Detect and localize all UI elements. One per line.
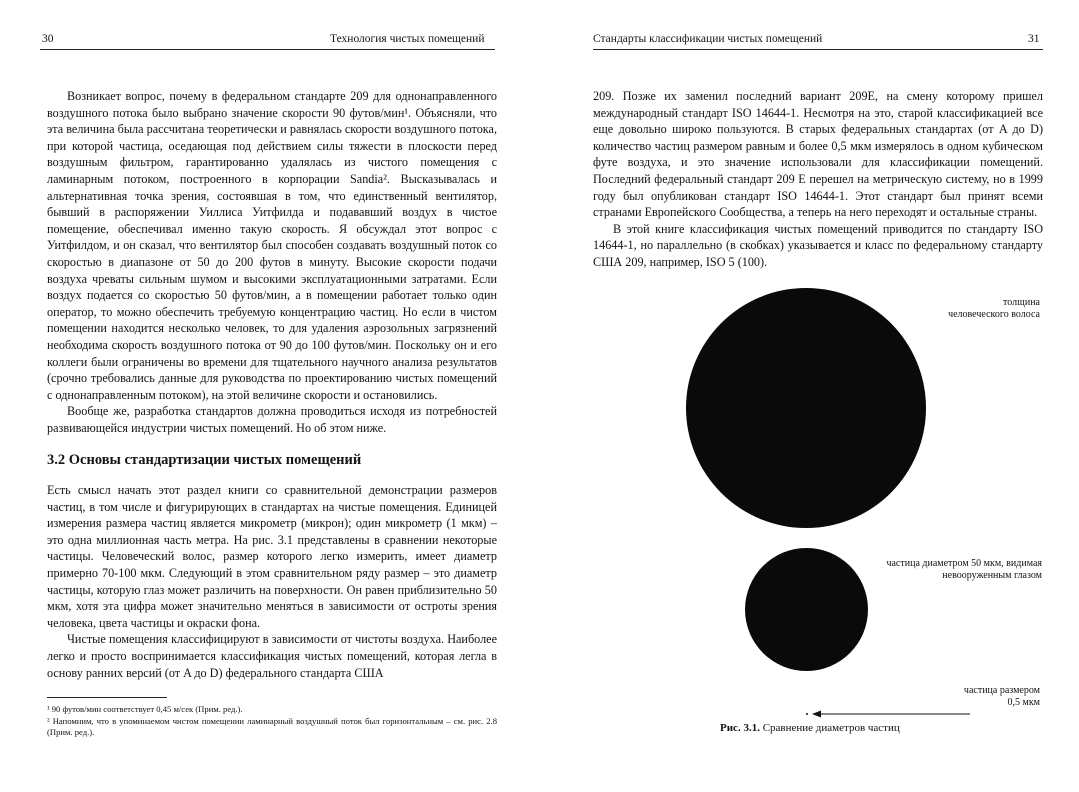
paragraph: Возникает вопрос, почему в федеральном стандарте 209 для однонаправленного воздушного потока было выбрано значение скорости 90 футов/мин¹. Объясняли, что эта величина была рассчитана теоретически и равнялась скорости воздушного потока, при которой частица, оседающая под действием силы тяжести в плоскости перед воздушным фильтром, гарантированно удалялась из чистого помещения с ламинарным потоком, построенного в корпорации Sandia². Высказывалась и альтернативная точка зрения, состоявшая в том, что единственный вентилятор, бывший в распоряжении Уиллиса Уитфилда и подававший воздух в чистое помещение, обеспечивал именно такую скорость. Я обсуждал этот вопрос с Уитфилдом, и он сказал, что вентилятор был способен создавать воздушный поток со скоростью в диапазоне от 50 до 200 футов в минуту. Высокие скорости подачи воздуха чреваты сильным шумом и высокими эксплуатационными затратами. Если воздух подается со скоростью 50 футов/мин, а в помещении работает только один оператор, то можно обеспечить требуемую концентрацию частиц. Но если в чистом помещении находится несколько человек, то для удаления аэрозольных загрязнений необходима скорость воздушного потока от 90 до 100 футов/мин. Поскольку он и его коллеги были ограничены во времени для тщательного научного анализа результатов (срочно требовались данные для руководства по проектированию чистых помещений с однонаправленным потоком), на этой величине скорости и остановились. xyxy=(47,89,497,402)
footnote-2: ² Напомним, что в упоминаемом чистом помещении ламинарный воздушный поток был горизонтальным – см. рис. 2.8 (Прим. ред.). xyxy=(47,715,497,737)
particle-05um-dot xyxy=(806,713,808,715)
right-page xyxy=(540,0,1079,792)
footnote-1: ¹ 90 футов/мин соответствует 0,45 м/сек (Прим. ред.). xyxy=(47,704,243,714)
label-50um-particle: частица диаметром 50 мкм, видимая невооруженным глазом xyxy=(886,558,1042,581)
figure-caption-text: Сравнение диаметров частиц xyxy=(762,722,900,734)
paragraph: Есть смысл начать этот раздел книги со сравнительной демонстрации размеров частиц, в том числе и фигурирующих в стандартах на чистые помещения. Единицей измерения размера частиц является микрометр (микрон); один микрометр (1 мкм) – это одна миллионная часть метра. На рис. 3.1 представлены в сравнении некоторые частицы. Человеческий волос, размер которого легко измерить, имеет диаметр примерно 70-100 мкм. Следующий в этом сравнительном ряду размер – это диаметр частицы, которую глаз может различить на поверхности. Он равен приблизительно 50 мкм, хотя эта цифра может значительно меняться в зависимости от остроты зрения человека, цвета частицы и окраски фона. xyxy=(47,483,497,630)
footnotes xyxy=(47,704,497,739)
label-human-hair: толщина человеческого волоса xyxy=(948,297,1040,320)
figure-caption xyxy=(720,722,900,734)
figure-caption-number: Рис. 3.1. xyxy=(720,722,760,734)
particle-50um-circle xyxy=(745,548,868,671)
arrow-icon xyxy=(812,709,972,719)
paragraph: 209. Позже их заменил последний вариант 209E, на смену которому пришел международный стандарт ISO 14644-1. Несмотря на это, старой классификацией все еще довольно широко пользуются. В старых федеральных стандартах (от A до D) количество частиц размером равным и более 0,5 мкм измерялось в одном кубическом футе воздуха, и это значение использовали для классификации помещений. Последний федеральный стандарт 209 E перешел на метрическую систему, но в 1999 году был опубликован стандарт ISO 14644-1. Этот стандарт был принят всеми странами Европейского Сообщества, а теперь на него переходят и остальные страны. xyxy=(593,89,1043,220)
right-body-text xyxy=(593,88,1043,271)
left-body-text xyxy=(47,88,497,436)
paragraph: Вообще же, разработка стандартов должна проводиться исходя из потребностей развивающейся индустрии чистых помещений. Но об этом ниже. xyxy=(47,404,497,435)
section-heading: 3.2 Основы стандартизации чистых помещений xyxy=(47,452,362,468)
left-page-number: 30 xyxy=(42,33,54,45)
right-running-header: Стандарты классификации чистых помещений xyxy=(593,33,823,45)
right-header-rule xyxy=(593,49,1043,50)
footnote-rule xyxy=(47,697,167,698)
paragraph: В этой книге классификация чистых помещений приводится по стандарту ISO 14644-1, но параллельно (в скобках) указывается и класс по федеральному стандарту США 209, например, ISO 5 (100). xyxy=(593,221,1043,269)
human-hair-circle xyxy=(686,288,926,528)
label-05um-particle: частица размером 0,5 мкм xyxy=(963,685,1040,708)
left-running-header: Технология чистых помещений xyxy=(330,33,485,45)
paragraph: Чистые помещения классифицируют в зависимости от чистоты воздуха. Наиболее легко и просто воспринимается классификация чистых помещений, которая легла в основу ранних версий (от A до D) федерального стандарта США xyxy=(47,632,497,680)
right-page-number: 31 xyxy=(1028,33,1040,45)
section-body-text xyxy=(47,482,497,681)
left-header-rule xyxy=(40,49,495,50)
